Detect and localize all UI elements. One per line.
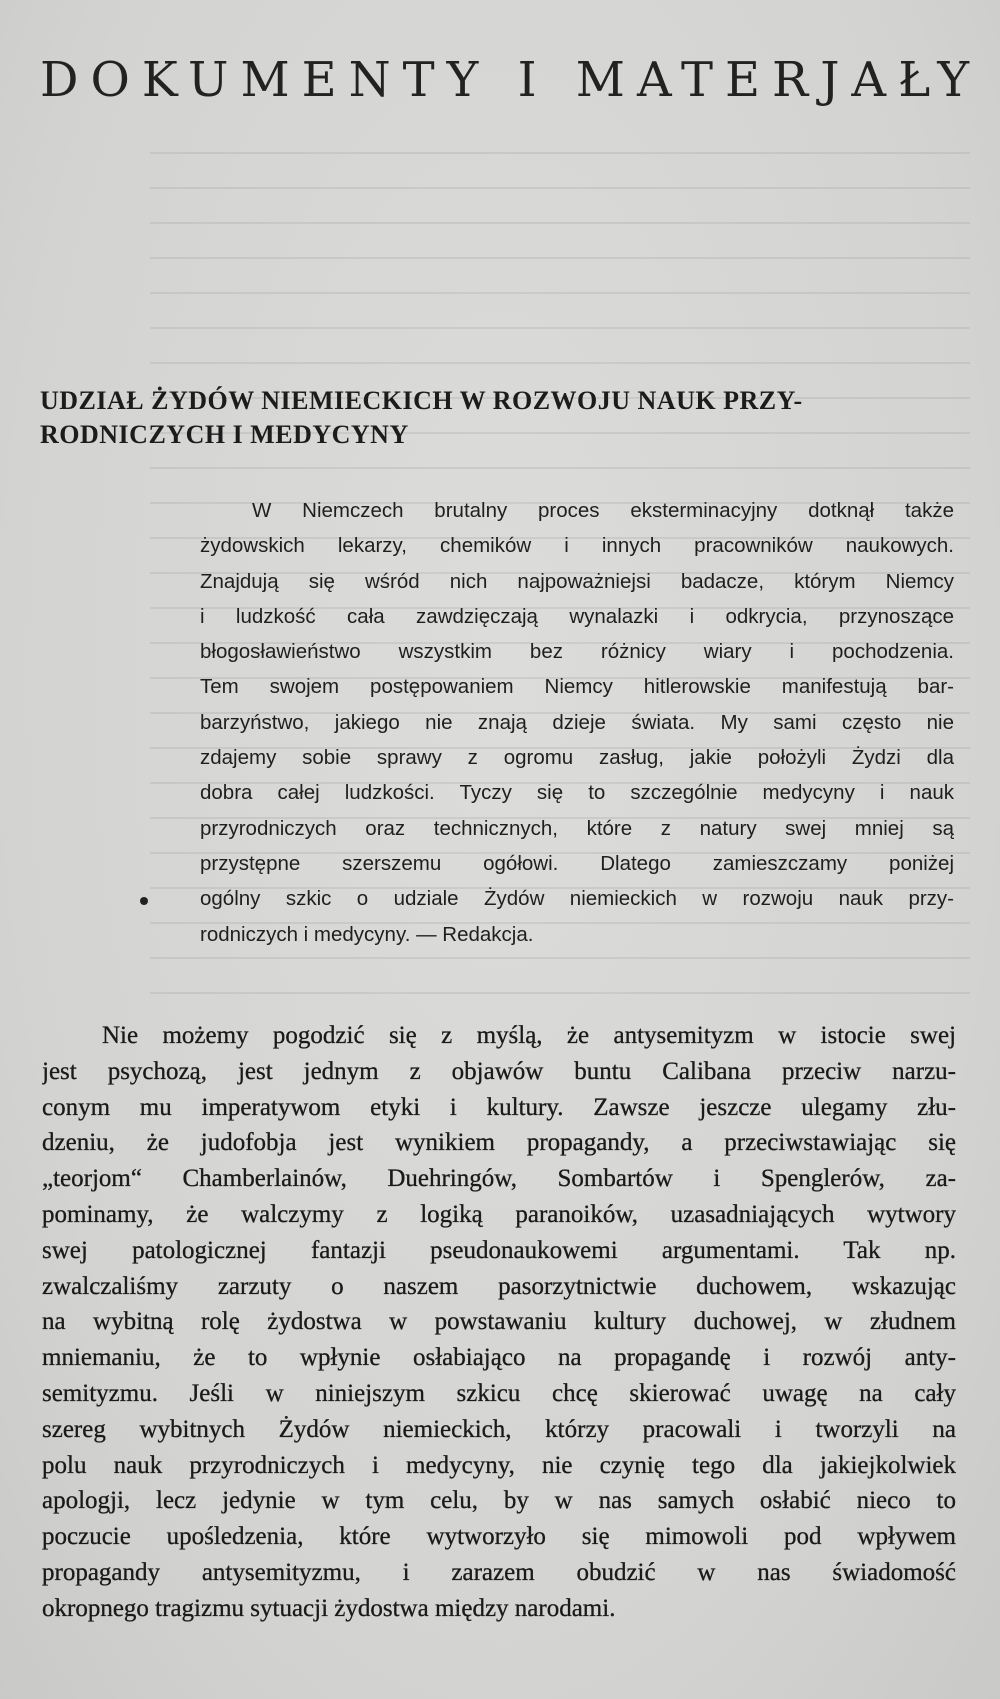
article-title-line: UDZIAŁ ŻYDÓW NIEMIECKICH W ROZWOJU NAUK PRZY- [40,386,803,415]
body-line: zwalczaliśmy zarzuty o naszem pasorzytnictwie duchowem, wskazując [42,1272,956,1300]
body-line: swej patologicznej fantazji pseudonaukowemi argumentami. Tak np. [42,1236,956,1264]
body-line: okropnego tragizmu sytuacji żydostwa między narodami. [42,1594,616,1622]
body-line: conym mu imperatywom etyki i kultury. Zawsze jeszcze ulegamy złu- [42,1093,956,1121]
intro-line: zdajemy sobie sprawy z ogromu zasług, jakie położyli Żydzi dla [200,746,954,770]
article-title [40,384,960,452]
intro-line: błogosławieństwo wszystkim bez różnicy wiary i pochodzenia. [200,640,954,664]
intro-line: przystępne szerszemu ogółowi. Dlatego zamieszczamy poniżej [200,851,954,875]
body-line: poczucie upośledzenia, które wytworzyło się mimowoli pod wpływem [42,1523,956,1551]
margin-dot [140,897,148,905]
body-line: „teorjom“ Chamberlainów, Duehringów, Sombartów i Spenglerów, za- [42,1165,956,1193]
body-line: pominamy, że walczymy z logiką paranoików, uzasadniających wytwory [42,1200,956,1228]
intro-line: przyrodniczych oraz technicznych, które z natury swej mniej są [200,816,954,840]
intro-line: Tem swojem postępowaniem Niemcy hitlerowskie manifestują bar- [200,675,954,699]
intro-line: dobra całej ludzkości. Tyczy się to szczególnie medycyny i nauk [200,781,954,805]
body-line: dzeniu, że judofobja jest wynikiem propagandy, a przeciwstawiając się [42,1129,956,1157]
article-body [42,1018,956,1627]
body-line: mniemaniu, że to wpłynie osłabiająco na propagandę i rozwój anty- [42,1344,956,1372]
intro-line: żydowskich lekarzy, chemików i innych pracowników naukowych. [200,534,954,558]
intro-line: Znajdują się wśród nich najpoważniejsi badacze, którym Niemcy [200,569,954,593]
section-heading: DOKUMENTY I MATERJAŁY [40,52,982,108]
intro-line: barzyństwo, jakiego nie znają dzieje świata. My sami często nie [200,710,954,734]
body-line: jest psychozą, jest jednym z objawów buntu Calibana przeciw narzu- [42,1057,956,1085]
body-line: Nie możemy pogodzić się z myślą, że antysemityzm w istocie swej [102,1022,956,1049]
editorial-intro [200,493,954,952]
body-line: apologji, lecz jedynie w tym celu, by w nas samych osłabić nieco to [42,1487,956,1515]
body-line: propagandy antysemityzmu, i zarazem obudzić w nas świadomość [42,1558,956,1586]
article-title-line: RODNICZYCH I MEDYCYNY [40,420,409,449]
body-line: semityzmu. Jeśli w niniejszym szkicu chcę skierować uwagę na cały [42,1379,956,1407]
body-line: na wybitną rolę żydostwa w powstawaniu kultury duchowej, w złudnem [42,1308,956,1336]
intro-line: i ludzkość cała zawdzięczają wynalazki i odkrycia, przynoszące [200,604,954,628]
intro-line: ogólny szkic o udziale Żydów niemieckich w rozwoju nauk przy- [200,887,954,911]
body-line: szereg wybitnych Żydów niemieckich, którzy pracowali i tworzyli na [42,1415,956,1443]
intro-line: W Niemczech brutalny proces eksterminacyjny dotknął także [252,499,954,522]
intro-line: rodniczych i medycyny. — Redakcja. [200,922,534,946]
body-line: polu nauk przyrodniczych i medycyny, nie czynię tego dla jakiejkolwiek [42,1451,956,1479]
